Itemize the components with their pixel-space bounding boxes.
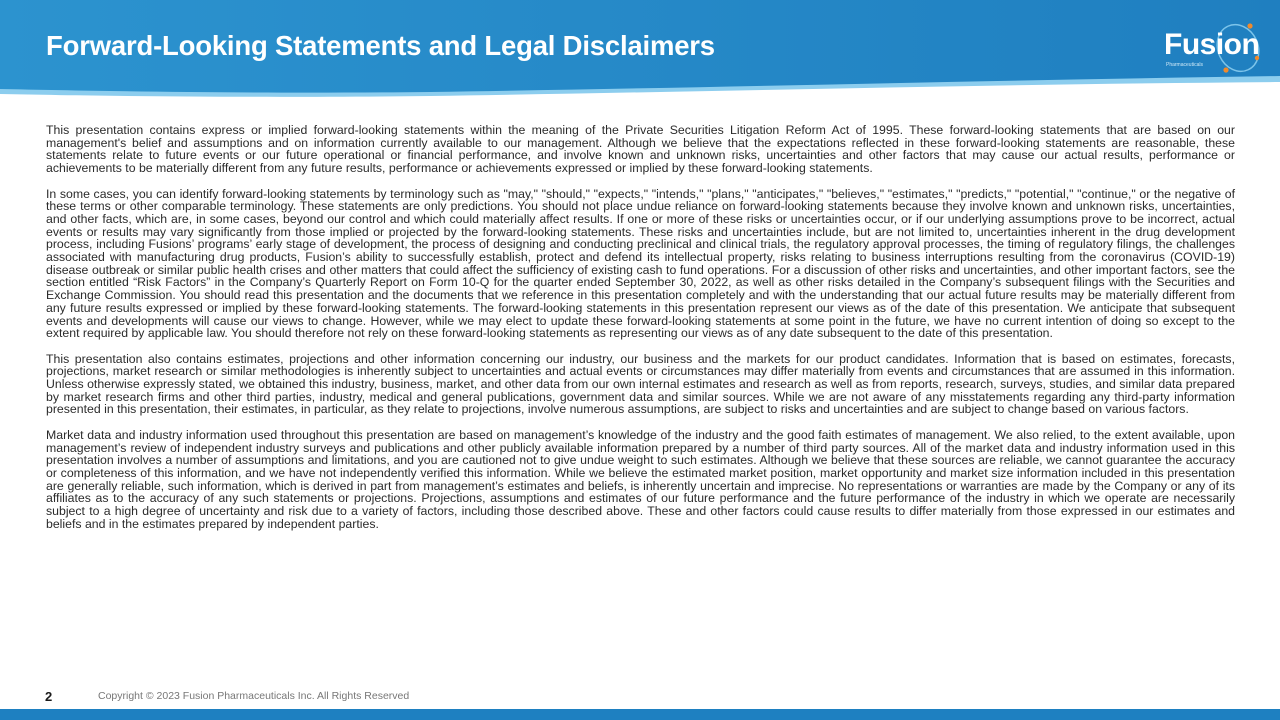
copyright-notice: Copyright © 2023 Fusion Pharmaceuticals Inc. All Rights Reserved <box>98 690 410 702</box>
disclaimer-body <box>46 124 1235 543</box>
slide-title: Forward-Looking Statements and Legal Disclaimers <box>46 30 715 61</box>
logo-tagline: Pharmaceuticals <box>1166 62 1203 68</box>
paragraph-estimates: This presentation also contains estimates, projections and other information concerning our industry, our business and the markets for our product candidates. Information that is based on estimates, forecasts, projections, market research or similar methodologies is inherently subject to uncertainties and actual events or circumstances may differ materially from events and circumstances that are assumed in this information. Unless otherwise expressly stated, we obtained this industry, business, market, and other data from our own internal estimates and research as well as from reports, research, surveys, studies, and similar data prepared by market research firms and other third parties, industry, medical and general publications, government data and similar sources. While we are not aware of any misstatements regarding any third-party information presented in this presentation, their estimates, in particular, as they relate to projections, involve numerous assumptions, are subject to risks and uncertainties and are subject to change based on various factors. <box>46 351 1235 417</box>
slide-header <box>0 0 1280 100</box>
paragraph-market-data: Market data and industry information used throughout this presentation are based on management’s knowledge of the industry and the good faith estimates of management. We also relied, to the extent available, upon management’s review of independent industry surveys and publications and other publicly available information prepared by a number of third party sources. All of the market data and industry information used in this presentation involves a number of assumptions and limitations, and you are cautioned not to give undue weight to such estimates. Although we believe that these sources are reliable, we cannot guarantee the accuracy or completeness of this information, and we have not independently verified this information. While we believe the estimated market position, market opportunity and market size information included in this presentation are generally reliable, such information, which is derived in part from management’s estimates and beliefs, is inherently uncertain and imprecise. No representations or warranties are made by the Company or any of its affiliates as to the accuracy of any such statements or projections. Projections, assumptions and estimates of our future performance and the future performance of the industry in which we operate are necessarily subject to a high degree of uncertainty and risk due to a variety of factors, including those described above. These and other factors could cause results to differ materially from those expressed in our estimates and beliefs and in the estimates prepared by independent parties. <box>46 427 1235 531</box>
company-logo <box>1160 18 1260 78</box>
paragraph-risk-factors: In some cases, you can identify forward-looking statements by terminology such as "may," "should," "expects," "intends," "plans," "anticipates," "believes," "estimates," "predicts," "potential," "continue," or the negative of these terms or other comparable terminology. These statements are only predictions. You should not place undue reliance on forward-looking statements because they involve known and unknown risks, uncertainties, and other facts, which are, in some cases, beyond our control and which could materially affect results. If one or more of these risks or uncertainties occur, or if our underlying assumptions prove to be incorrect, actual events or results may vary significantly from those implied or projected by the forward-looking statements. These risks and uncertainties include, but are not limited to, uncertainties inherent in the drug development process, including Fusions’ programs’ early stage of development, the process of designing and conducting preclinical and clinical trials, the regulatory approval processes, the timing of regulatory filings, the challenges associated with manufacturing drug products, Fusion’s ability to successfully establish, protect and defend its intellectual property, risks relating to business interruptions resulting from the coronavirus (COVID-19) disease outbreak or similar public health crises and other matters that could affect the sufficiency of existing cash to fund operations. For a discussion of other risks and uncertainties, and other important factors, see the section entitled “Risk Factors” in the Company’s Quarterly Report on Form 10-Q for the quarter ended September 30, 2022, as well as other risks detailed in the Company’s subsequent filings with the Securities and Exchange Commission. You should read this presentation and the documents that we reference in this presentation completely and with the understanding that our actual future results may be materially different from any future results expressed or implied by these forward-looking statements. The forward-looking statements in this presentation represent our views as of the date of this presentation. We anticipate that subsequent events and developments will cause our views to change. However, while we may elect to update these forward-looking statements at some point in the future, we have no current intention of doing so except to the extent required by applicable law. You should therefore not rely on these forward-looking statements as representing our views as of any date subsequent to the date of this presentation. <box>46 186 1235 341</box>
page-number: 2 <box>45 689 53 704</box>
footer-bar <box>0 709 1280 720</box>
logo-wordmark: Fusion <box>1164 28 1260 61</box>
paragraph-forward-looking: This presentation contains express or implied forward-looking statements within the meaning of the Private Securities Litigation Reform Act of 1995. These forward-looking statements that are based on our management's belief and assumptions and on information currently available to our management. Although we believe that the expectations reflected in these forward-looking statements are reasonable, these statements relate to future events or our future operational or financial performance, and involve known and unknown risks, uncertainties and other factors that may cause our actual results, performance or achievements to be materially different from any future results, performance or achievements expressed or implied by these forward-looking statements. <box>46 123 1235 176</box>
